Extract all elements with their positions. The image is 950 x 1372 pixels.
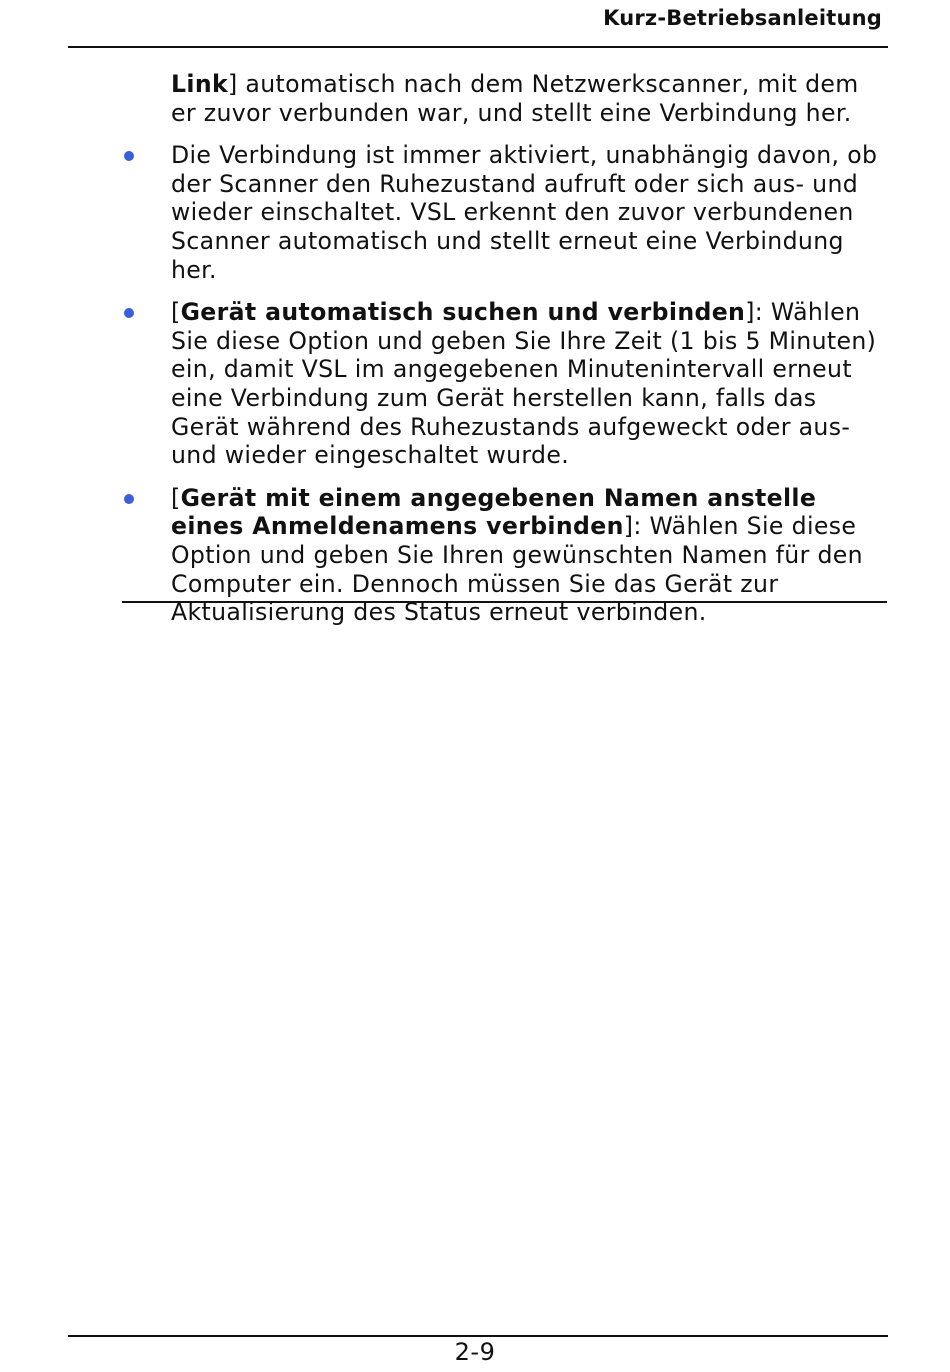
bullet-dot-icon xyxy=(124,494,134,504)
footer-divider xyxy=(68,1335,888,1337)
option-name: Gerät automatisch suchen und verbinden xyxy=(180,298,746,327)
intro-bold-term: Link xyxy=(171,70,229,98)
intro-text: ] automatisch nach dem Netzwerkscanner, mit dem er zuvor verbunden war, und stellt eine Verbindung her. xyxy=(171,70,859,127)
bullet-item xyxy=(171,484,891,627)
bracket-open: [ xyxy=(171,483,181,512)
bracket-open: [ xyxy=(171,298,181,327)
manual-content xyxy=(171,70,891,627)
bullet-body: Die Verbindung ist immer aktiviert, unabhängig davon, ob der Scanner den Ruhezustand aufruft oder sich aus- und wieder einschaltet. VSL erkennt den zuvor verbundenen Scanner automatisch und stellt erneut eine Verbindung her. xyxy=(171,141,878,284)
option-name: Gerät mit einem angegebenen Namen anstelle eines Anmeldenamens verbinden xyxy=(171,483,817,541)
bullet-text xyxy=(171,141,891,284)
header-divider xyxy=(68,46,888,48)
bullet-text xyxy=(171,298,891,470)
running-header-title: Kurz-Betriebsanleitung xyxy=(603,6,882,30)
bullet-body: ]: Wählen Sie diese Option und geben Sie Ihren gewünschten Namen für den Computer ein. Dennoch müssen Sie das Gerät zur Aktualisierung des Status erneut verbinden. xyxy=(171,512,863,627)
bullet-item xyxy=(171,298,891,470)
page-number: 2-9 xyxy=(454,1338,496,1366)
bullet-dot-icon xyxy=(124,308,134,318)
bullet-text xyxy=(171,484,891,627)
bullet-dot-icon xyxy=(124,151,134,161)
bullet-item xyxy=(171,141,891,284)
section-end-divider xyxy=(122,601,887,603)
intro-paragraph xyxy=(171,70,891,127)
bullet-body: ]: Wählen Sie diese Option und geben Sie Ihre Zeit (1 bis 5 Minuten) ein, damit VSL im angegebenen Minutenintervall erneut eine Verbindung zum Gerät herstellen kann, falls das Gerät während des Ruhezustands aufgeweckt oder aus- und wieder eingeschaltet wurde. xyxy=(171,298,877,470)
